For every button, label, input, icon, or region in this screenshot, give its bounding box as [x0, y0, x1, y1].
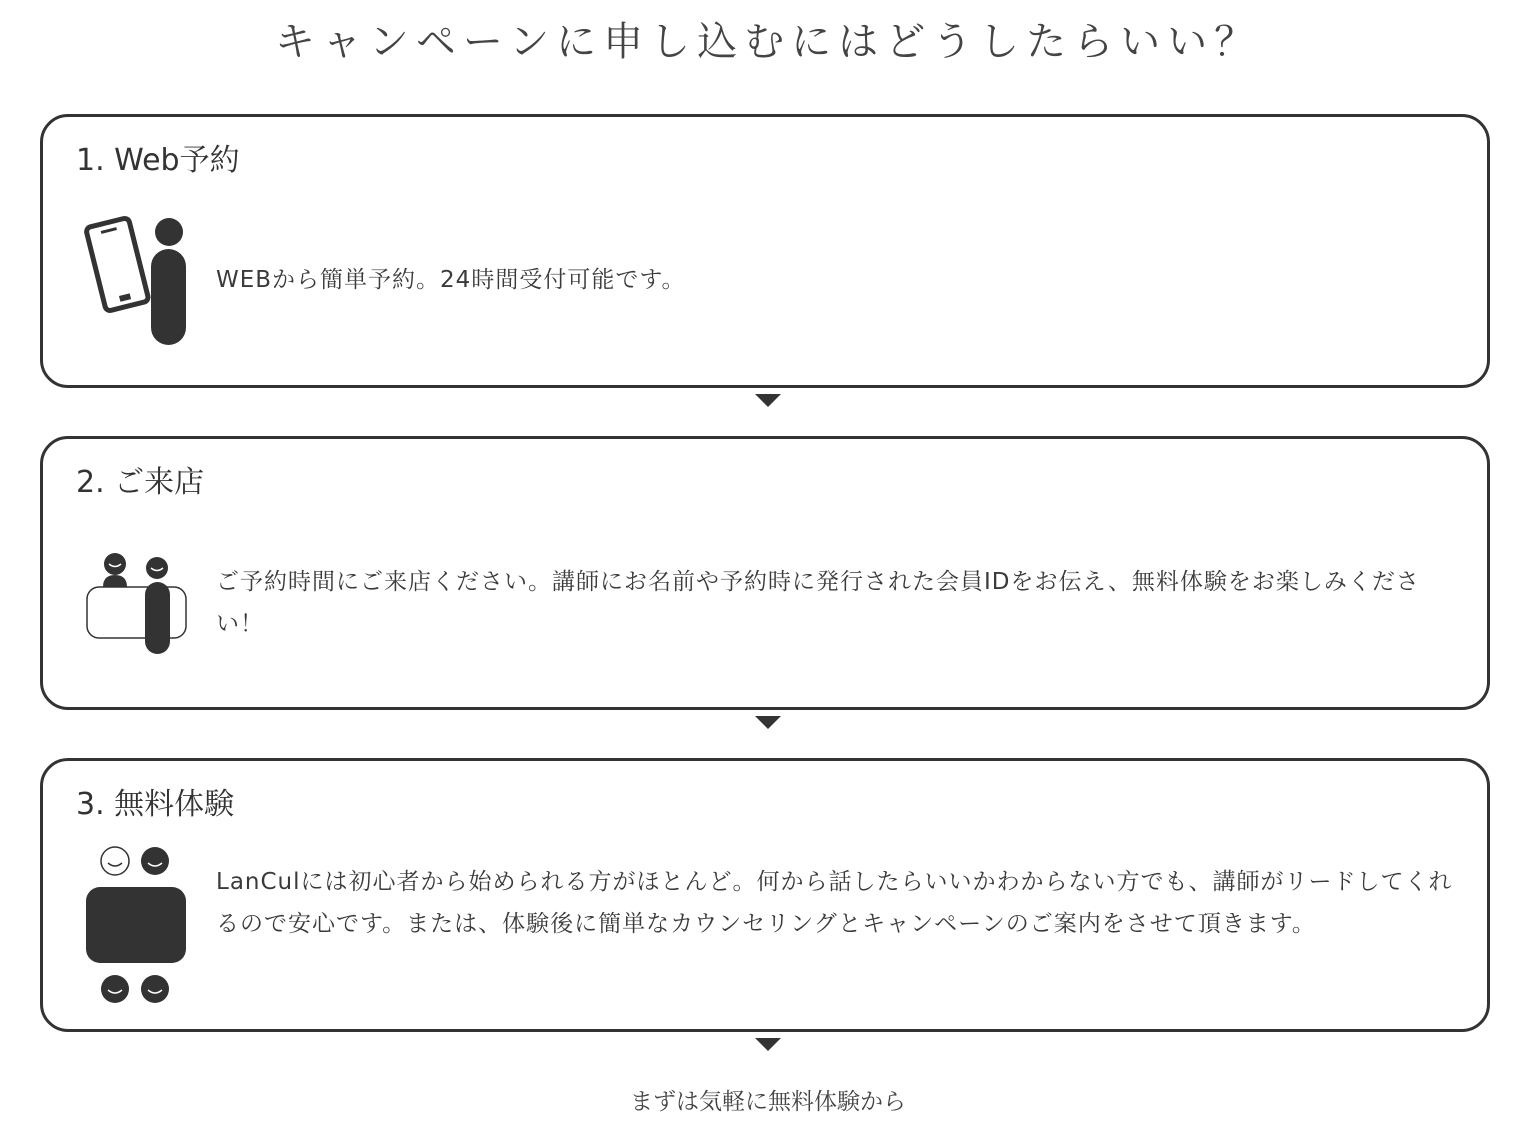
step-card-web-reservation: [40, 114, 1490, 388]
page-title: キャンペーンに申し込むにはどうしたらいい？: [274, 19, 1262, 65]
step-title: 1. Web予約: [76, 143, 240, 178]
step-card-visit: [40, 436, 1490, 710]
down-arrow-icon: [755, 394, 781, 407]
smartphone-person-icon: [81, 215, 191, 349]
reception-desk-icon: [81, 549, 191, 663]
step-card-free-trial: [40, 758, 1490, 1032]
footer-text: まずは気軽に無料体験から: [630, 1089, 906, 1115]
step-title: 2. ご来店: [76, 465, 205, 500]
down-arrow-icon: [755, 1038, 781, 1051]
step-description: WEBから簡単予約。24時間受付可能です。: [216, 267, 686, 293]
lesson-table-icon: [81, 845, 191, 1009]
step-description: LanCulには初心者から始められる方がほとんど。何から話したらいいかわからない方でも、講師がリードしてくれるので安心です。または、体験後に簡単なカウンセリングとキャンペーンのご案内をさせて頂きます。: [216, 869, 1453, 937]
down-arrow-icon: [755, 716, 781, 729]
step-title: 3. 無料体験: [76, 787, 235, 822]
step-description: ご予約時間にご来店ください。講師にお名前や予約時に発行された会員IDをお伝え、無料体験をお楽しみください！: [216, 569, 1420, 637]
